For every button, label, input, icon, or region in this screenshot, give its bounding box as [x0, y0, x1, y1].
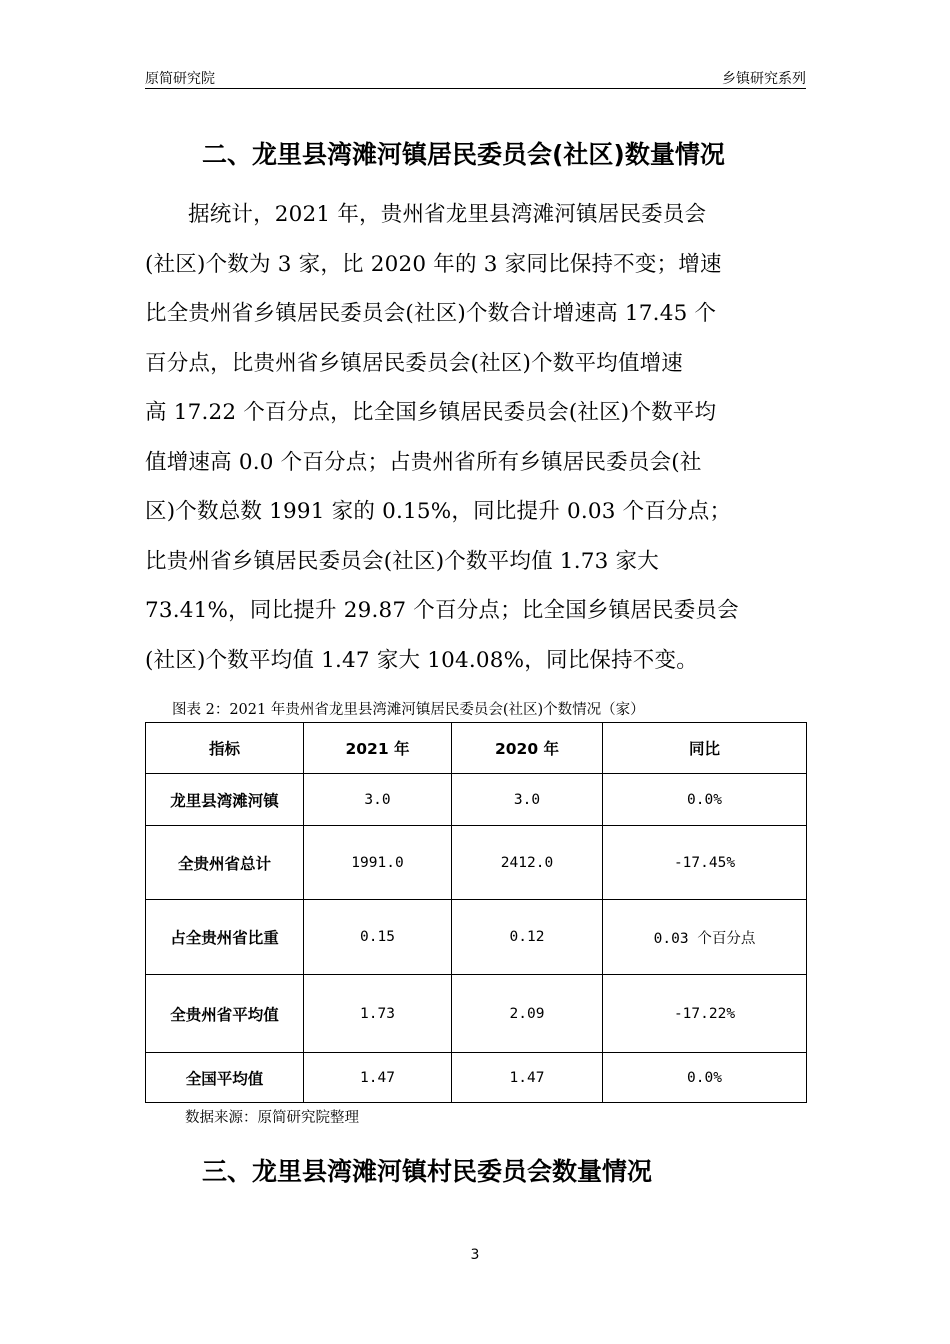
table-cell: 1.73 [304, 975, 452, 1053]
table-cell: 0.15 [304, 900, 452, 975]
page-header [145, 66, 806, 89]
table-cell: 3.0 [304, 774, 452, 826]
paragraph-line: (社区)个数平均值 1.47 家大 104.08%，同比保持不变。 [145, 647, 698, 673]
table-row [146, 826, 807, 900]
row-label: 全国平均值 [146, 1053, 304, 1103]
data-table [145, 722, 807, 1103]
row-label: 龙里县湾滩河镇 [146, 774, 304, 826]
table-cell: 1.47 [304, 1053, 452, 1103]
table-cell: 0.0% [603, 774, 807, 826]
row-label: 全贵州省平均值 [146, 975, 304, 1053]
row-label: 占全贵州省比重 [146, 900, 304, 975]
table-row [146, 1053, 807, 1103]
page-number: 3 [470, 1247, 480, 1263]
table-cell: 2412.0 [452, 826, 603, 900]
table-header-row [146, 723, 807, 774]
paragraph-line: 比全贵州省乡镇居民委员会(社区)个数合计增速高 17.45 个 [145, 301, 717, 326]
section-2-paragraph [145, 190, 806, 685]
column-header: 指标 [146, 723, 304, 774]
table-source: 数据来源：原简研究院整理 [185, 1110, 359, 1126]
header-org: 原简研究院 [145, 71, 215, 87]
paragraph-line: 高 17.22 个百分点，比全国乡镇居民委员会(社区)个数平均 [145, 400, 717, 425]
table-cell: 3.0 [452, 774, 603, 826]
table-cell: 0.12 [452, 900, 603, 975]
paragraph-line: 比贵州省乡镇居民委员会(社区)个数平均值 1.73 家大 [145, 548, 659, 574]
table-row [146, 900, 807, 975]
table-cell: -17.22% [603, 975, 807, 1053]
column-header: 2020 年 [452, 723, 603, 774]
paragraph-line: 值增速高 0.0 个百分点；占贵州省所有乡镇居民委员会(社 [145, 449, 702, 475]
paragraph-line: 据统计，2021 年，贵州省龙里县湾滩河镇居民委员会 [188, 202, 707, 227]
section-2-title: 二、龙里县湾滩河镇居民委员会(社区)数量情况 [202, 140, 725, 169]
table-row [146, 774, 807, 826]
row-label: 全贵州省总计 [146, 826, 304, 900]
table-cell: 1.47 [452, 1053, 603, 1103]
header-series: 乡镇研究系列 [722, 71, 806, 87]
table-cell: 1991.0 [304, 826, 452, 900]
paragraph-line: 百分点，比贵州省乡镇居民委员会(社区)个数平均值增速 [145, 350, 683, 376]
column-header: 同比 [603, 723, 807, 774]
paragraph-line: 73.41%，同比提升 29.87 个百分点；比全国乡镇居民委员会 [145, 598, 739, 623]
table-cell: 0.03 个百分点 [603, 900, 807, 975]
section-3-title: 三、龙里县湾滩河镇村民委员会数量情况 [202, 1157, 653, 1186]
paragraph-line: 区)个数总数 1991 家的 0.15%，同比提升 0.03 个百分点； [145, 499, 732, 524]
column-header: 2021 年 [304, 723, 452, 774]
paragraph-line: (社区)个数为 3 家，比 2020 年的 3 家同比保持不变；增速 [145, 251, 722, 277]
table-cell: -17.45% [603, 826, 807, 900]
table-cell: 0.0% [603, 1053, 807, 1103]
table-cell: 2.09 [452, 975, 603, 1053]
table-row [146, 975, 807, 1053]
table-caption: 图表 2：2021 年贵州省龙里县湾滩河镇居民委员会(社区)个数情况（家） [172, 702, 645, 718]
